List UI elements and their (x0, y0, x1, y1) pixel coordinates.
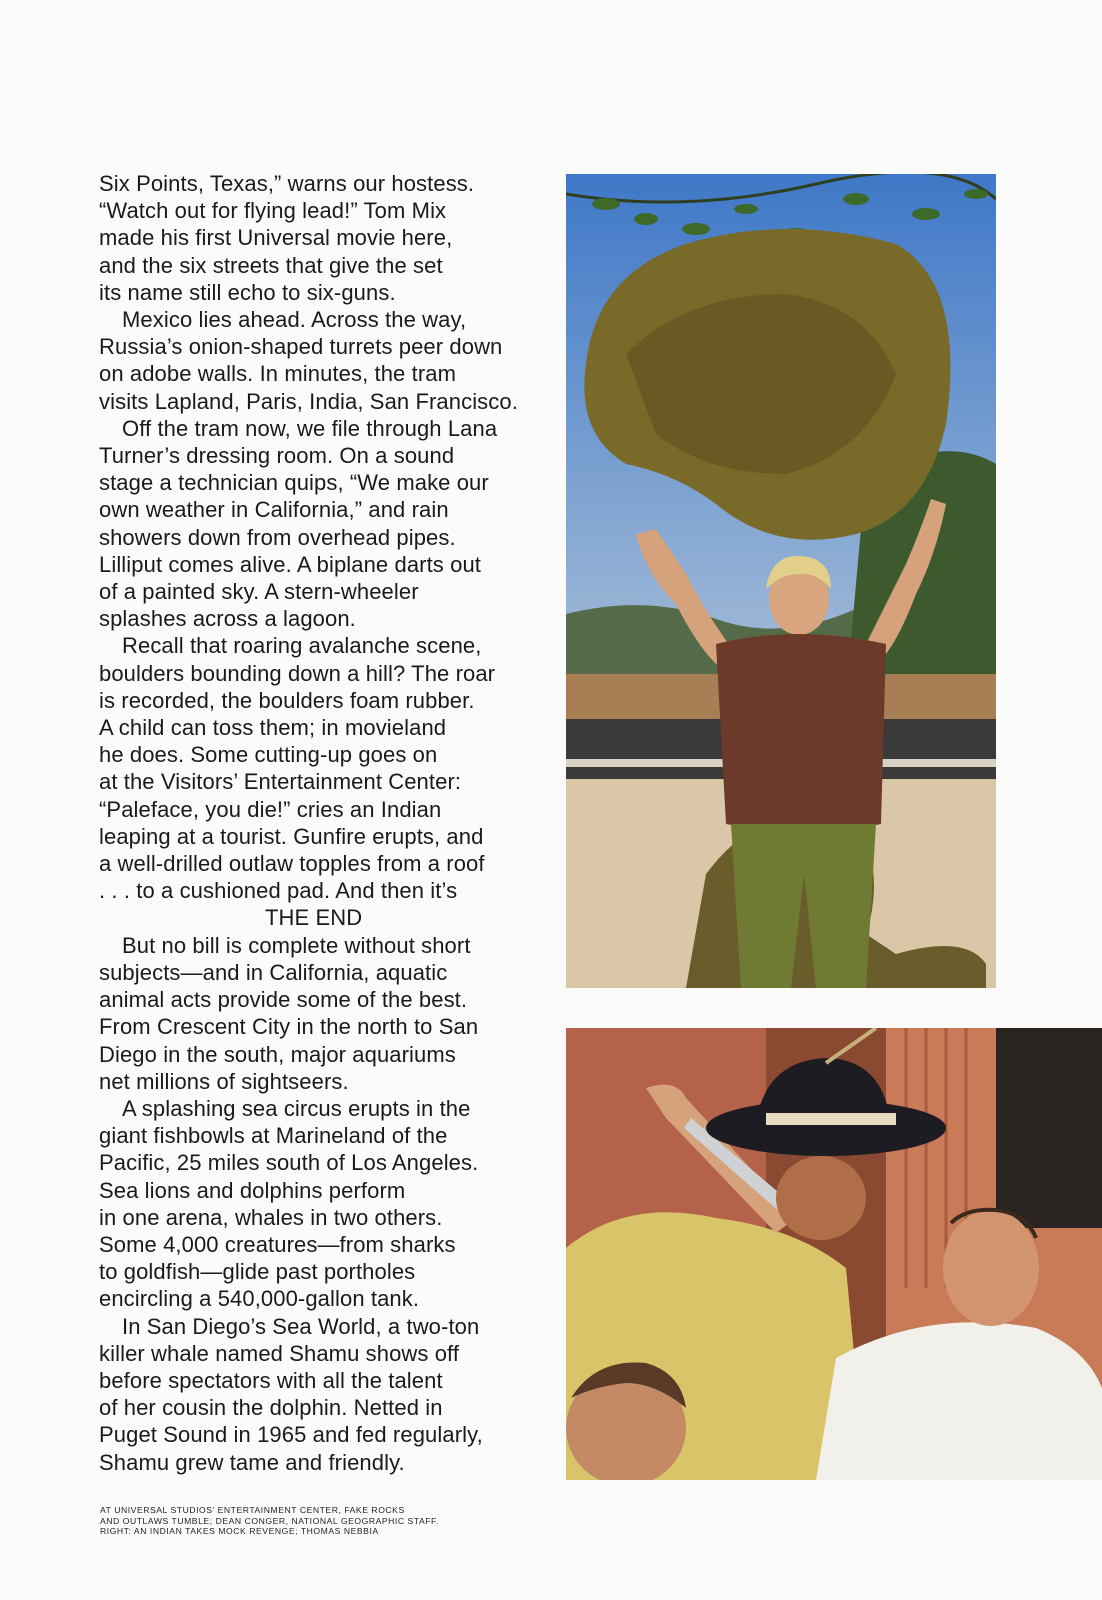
article-line: animal acts provide some of the best. (99, 987, 468, 1013)
article-line: in one arena, whales in two others. (99, 1204, 443, 1230)
article-line: encircling a 540,000-gallon tank. (99, 1286, 420, 1312)
article-line: Turner’s dressing room. On a sound (99, 443, 455, 469)
article-line: before spectators with all the talent (99, 1367, 443, 1393)
article-line: In San Diego’s Sea World, a two-ton (122, 1313, 480, 1339)
article-line: Lilliput comes alive. A biplane darts out (99, 551, 481, 577)
article-line: Diego in the south, major aquariums (99, 1041, 456, 1067)
article-body (99, 170, 559, 1476)
article-line: Russia’s onion-shaped turrets peer down (99, 334, 503, 360)
article-line: A child can toss them; in movieland (99, 715, 447, 741)
article-line: own weather in California,” and rain (99, 497, 449, 523)
article-line: made his first Universal movie here, (99, 225, 453, 251)
article-line: its name still echo to six-guns. (99, 279, 396, 305)
indian-tourist-image (566, 1028, 1102, 1480)
article-line: subjects—and in California, aquatic (99, 959, 448, 985)
article-line: to goldfish—glide past portholes (99, 1259, 416, 1285)
boy-rock-image (566, 174, 996, 988)
article-line: of her cousin the dolphin. Netted in (99, 1395, 443, 1421)
article-line: showers down from overhead pipes. (99, 524, 456, 550)
article-line: From Crescent City in the north to San (99, 1014, 479, 1040)
article-line: Some 4,000 creatures—from sharks (99, 1231, 456, 1257)
article-line: Puget Sound in 1965 and fed regularly, (99, 1422, 483, 1448)
article-line: “Watch out for flying lead!” Tom Mix (99, 198, 447, 224)
article-line: Recall that roaring avalanche scene, (122, 633, 482, 659)
article-line: net millions of sightseers. (99, 1068, 349, 1094)
article-line: and the six streets that give the set (99, 252, 443, 278)
article-line: leaping at a tourist. Gunfire erupts, and (99, 823, 484, 849)
caption-line: AND OUTLAWS TUMBLE; DEAN CONGER, NATIONAL GEOGRAPHIC STAFF. (100, 1515, 439, 1526)
article-line: giant fishbowls at Marineland of the (99, 1123, 448, 1149)
article-line: Six Points, Texas,” warns our hostess. (99, 171, 475, 196)
article-line: Pacific, 25 miles south of Los Angeles. (99, 1150, 479, 1176)
article-line: of a painted sky. A stern-wheeler (99, 579, 419, 605)
article-line: stage a technician quips, “We make our (99, 470, 489, 496)
article-line: splashes across a lagoon. (99, 606, 356, 632)
article-line: boulders bounding down a hill? The roar (99, 660, 496, 686)
article-line: on adobe walls. In minutes, the tram (99, 361, 457, 387)
article-line: Mexico lies ahead. Across the way, (122, 307, 467, 333)
article-line: he does. Some cutting-up goes on (99, 742, 438, 768)
article-line: Sea lions and dolphins perform (99, 1177, 406, 1203)
article-line: a well-drilled outlaw topples from a roof (99, 851, 485, 877)
caption-line: AT UNIVERSAL STUDIOS’ ENTERTAINMENT CENTER, FAKE ROCKS (100, 1505, 405, 1515)
photo-caption (100, 1505, 600, 1537)
article-line: “Paleface, you die!” cries an Indian (99, 796, 442, 822)
article-line: visits Lapland, Paris, India, San Francisco. (99, 388, 518, 414)
article-line: But no bill is complete without short (122, 932, 471, 958)
photo-boy-tossing-fake-rock (566, 174, 996, 988)
hat-band (766, 1113, 896, 1125)
caption-line: RIGHT: AN INDIAN TAKES MOCK REVENGE; THOMAS NEBBIA (100, 1526, 379, 1537)
photo-indian-mock-revenge (566, 1028, 1102, 1480)
tourist-face (943, 1210, 1039, 1326)
article-line: . . . to a cushioned pad. And then it’s (99, 878, 458, 904)
article-line: A splashing sea circus erupts in the (122, 1095, 471, 1121)
indian-face (776, 1156, 866, 1240)
article-line: killer whale named Shamu shows off (99, 1340, 460, 1366)
article-line: at the Visitors’ Entertainment Center: (99, 769, 462, 795)
article-line: Off the tram now, we file through Lana (122, 415, 498, 441)
the-end-heading: THE END (265, 905, 363, 931)
article-line: is recorded, the boulders foam rubber. (99, 687, 475, 713)
article-line: Shamu grew tame and friendly. (99, 1449, 405, 1475)
boy-shirt (716, 634, 886, 832)
